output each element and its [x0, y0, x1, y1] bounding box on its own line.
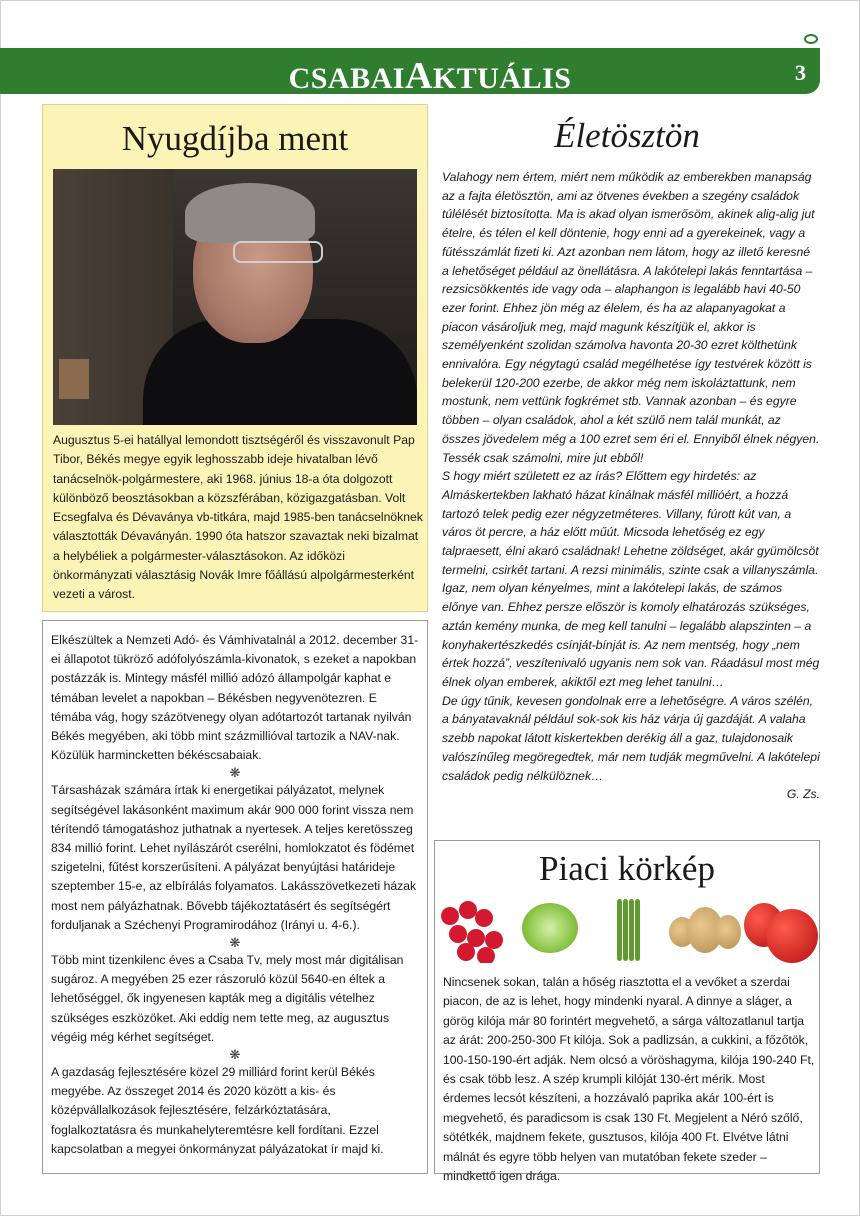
market-title: Piaci körkép	[539, 849, 715, 888]
page-number: 3	[795, 60, 806, 85]
market-box	[434, 840, 820, 1184]
radish-icon	[435, 893, 512, 963]
article-eletosztoen	[434, 104, 820, 828]
retirement-text: Augusztus 5-ei hatállyal lemondott tisztségéről és visszavonult Pap Tibor, Békés megye egyik leghosszabb ideje hivatalban lévő tanácselnök-polgármestere, aki 1968. június 18-a óta dolgozott különböző beosztásokban a közszférában, közigazgatásban. Volt Ecsegfalva és Dévaványa vb-titkára, majd 1985-ben tanácselnöknek választották Dévaványán. 1990 óta hatszor szavaztak neki bizalmat a helybéliek a polgármester-választásokon. Az időközi önkormányzati választásig Novák Imre főállású alpolgármesterként vezeti a várost.	[53, 433, 423, 602]
lettuce-icon	[512, 893, 589, 963]
news-item: Társasházak számára írtak ki energetikai pályázatot, melynek segítségével lakásonként maximum akár 900 000 forint vissza nem térítendő támogatáshoz juthatnak a nyertesek. A teljes keretösszeg 834 millió forint. Lehet nyílászárót cserélni, homlokzatot és födémet szigetelni, fűtést korszerűsíteni. A pályázat benyújtási határideje szeptember 15-e, az elbírálás folyamatos. Lakásszövetkezeti házak most nem pályázhatnak. Bővebb tájékoztatásért és segítségért forduljanak a Széchenyi Programirodához (Irányi u. 4-6.).	[51, 783, 417, 932]
retirement-title: Nyugdíjba ment	[121, 119, 349, 158]
potato-icon	[665, 893, 742, 963]
asparagus-icon	[589, 893, 666, 963]
swirl-ornament-icon	[804, 34, 818, 44]
article-body	[442, 168, 820, 804]
separator-icon: ❋	[229, 1047, 241, 1063]
article-signature: G. Zs.	[786, 787, 820, 802]
portrait-photo	[53, 169, 417, 425]
article-title: Életösztön	[554, 116, 700, 155]
article-paragraph: Valahogy nem értem, miért nem működik az emberekben manapság az a fajta életösztön, ami az ötvenes években a szegény családok túlélését biztosította. Ma is akad olyan ismerősöm, akinek alig-alig jut ételre, és télen el kell döntenie, hogy enni ad a gyerekeinek, vagy a fűtésszámlát fizeti ki. Azt azonban nem látom, hogy az illető keresné a lehetőséget például az önellátásra. A lakótelepi lakás fenntartása – rezsicsökkentés ide vagy oda – alaphangon is legalább havi 40-50 ezer forint. Ehhez jön még az élelem, és ha az alapanyagokat a piacon vásároljuk meg, majd magunk készítjük el, akkor is személyenként szolidan számolva havonta 20-30 ezret költhetünk ennivalóra. Egy négytagú család megélhetése így testvérek között is belekerül 120-200 ezerbe, de akkor még nem iskoláztattunk, nem mostunk, nem vettünk fogkrémet stb. Vannak azonban – és egyre többen – olyan családok, ahol a két szülő nem talál munkát, az összes jövedelem még a 100 ezret sem éri el. Ennyiből élnek négyen. Tessék csak számolni, mire jut ebből!	[442, 170, 820, 465]
market-text: Nincsenek sokan, talán a hőség riasztotta el a vevőket a szerdai piacon, de az is lehet, hogy mindenki nyaral. A dinnye a sláger, a görög kilója már 80 forintért megvehető, a sárga változatlanul tartja az árát: 200-250-300 Ft kilója. Sok a padlizsán, a cukkini, a főzőtök, 100-150-190-ért adják. Nem olcsó a vöröshagyma, kilója 190-240 Ft, és csak több lesz. A szép krumpli kilóját 130-ért mérik. Most érdemes lecsót készíteni, a hozzávaló paprika akár 100-ért is megvehető, és paradicsom is csak 130 Ft. Megjelent a Néró szőlő, sötétkék, majdnem fekete, gusztusos, kilója 400 Ft. Elvétve látni málnát és egyre több helyen van mutatóban fekete szeder – mindkettő igen drága.	[443, 975, 815, 1184]
news-box	[42, 620, 428, 1174]
article-paragraph: S hogy miért született ez az írás? Előttem egy hirdetés: az Almáskertekben lakható házat kínálnak másfél millióért, a hozzá tartozó telek pedig ezer négyzetméteres. Villany, fúrott kút van, a város öt percre, a ház előtt műút. Micsoda lehetőség ez egy talpraesett, élni akaró családnak! Lehetne zöldséget, akár gyümölcsöt termelni, csirkét tartani. A rezsi minimális, szinte csak a villanyszámla. Igaz, nem olyan kényelmes, mint a lakótelepi lakás, de számos előnye van. Ehhez persze először is komoly elhatározás szükséges, aztán kemény munka, de meg kell tanulni – legalább alapszinten – a konyhakertészkedés csínját-bínját is. Az nem mentség, hogy „nem értek hozzá”, veszítenivaló ugyanis nem sok van. Ráadásul most még élnek olyan emberek, akiktől ezt meg lehet tanulni…	[442, 469, 820, 689]
news-item: Több mint tizenkilenc éves a Csaba Tv, mely most már digitálisan sugároz. A megyében 25 ezer rászoruló közül 5640-en éltek a lehetőséggel, ők ingyenesen kapták meg a digitális vételhez szükséges eszközöket. Aki eddig nem tette meg, az augusztus végéig még kérhet segítséget.	[51, 953, 404, 1044]
masthead-part-3: KTUÁLIS	[432, 62, 572, 95]
article-paragraph: De úgy tűnik, kevesen gondolnak erre a lehetőségre. A város szélén, a bányatavaknál például sok-sok kis ház várja új gazdáját. A valaha szebb napokat látott kiskertekben derékig áll a gaz, tulajdonosaik valószínűleg megöregedtek, már nem tudják megművelni. A lakótelepi családok pedig nélkülöznek…	[442, 693, 820, 783]
separator-icon: ❋	[229, 935, 241, 951]
news-item: A gazdaság fejlesztésére közel 29 milliárd forint kerül Békés megyébe. Az összeget 2014 és 2020 között a kis- és középvállalkozások fejlesztésére, felzárkóztatására, foglalkoztatásra és munkahelyteremtésre kell fordítani. Ezzel kapcsolatban a megyei önkormányzat pályázatokat ír majd ki.	[51, 1065, 384, 1156]
masthead-part-1: CSABAI	[288, 62, 405, 95]
masthead-title	[0, 54, 860, 98]
retirement-box	[42, 104, 428, 612]
vegetables-photo	[435, 893, 819, 963]
separator-icon: ❋	[229, 765, 241, 781]
apple-icon	[742, 893, 819, 963]
masthead-part-2: A	[404, 55, 433, 97]
news-item: Elkészültek a Nemzeti Adó- és Vámhivatalnál a 2012. december 31-ei állapotot tükröző adófolyószámla-kivonatok, s ezeket a napokban postázzák is. Mintegy másfél millió adózó állampolgár kaphat e témában levelet a napokban – Békésben negyvenötezren. E témába vág, hogy százötvenegy olyan adótartozót tartanak nyilván Békés megyében, aki több mint százmillióval tartozik a NAV-nak. Közülük harmincketten békéscsabaiak.	[51, 633, 419, 763]
